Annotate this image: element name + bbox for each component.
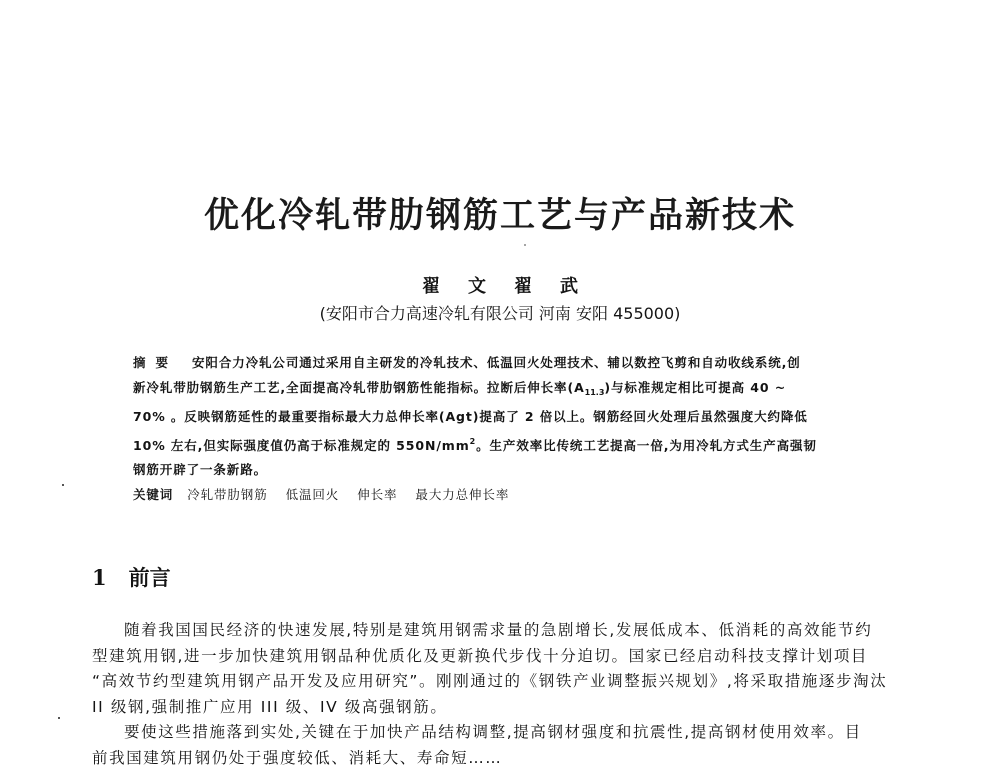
- keyword: 低温回火: [286, 487, 340, 502]
- keywords-label: 关键词: [133, 487, 173, 502]
- abstract-line-3: 70% 。反映钢筋延性的最重要指标最大力总伸长率(Agt)提高了 2 倍以上。钢筋经回火处理后虽然强度大约降低: [133, 405, 883, 430]
- body-line: 随着我国国民经济的快速发展,特别是建筑用钢需求量的急剧增长,发展低成本、低消耗的高效能节约: [92, 618, 912, 644]
- body-line: II 级钢,强制推广应用 III 级、IV 级高强钢筋。: [92, 695, 912, 721]
- body-line: 前我国建筑用钢仍处于强度较低、消耗大、寿命短……: [92, 746, 912, 771]
- abstract-label: 摘要: [133, 355, 178, 370]
- body-line: “高效节约型建筑用钢产品开发及应用研究”。刚刚通过的《钢铁产业调整振兴规划》,将采取措施逐步淘汰: [92, 669, 912, 695]
- affiliation: (安阳市合力高速冷轧有限公司 河南 安阳 455000): [0, 301, 1000, 324]
- author-char: 武: [560, 276, 578, 297]
- abstract-line-1: 摘要 安阳合力冷轧公司通过采用自主研发的冷轧技术、低温回火处理技术、辅以数控飞剪和自动收线系统,创: [133, 351, 883, 376]
- abstract-line-5: 钢筋开辟了一条新路。: [133, 458, 883, 483]
- section-number: 1: [92, 565, 107, 590]
- abstract-line-2: 新冷轧带肋钢筋生产工艺,全面提高冷轧带肋钢筋性能指标。拉断后伸长率$(A_{11.3})$与标准规定相比可提高 40 ~: [133, 376, 883, 406]
- body-line: 型建筑用钢,进一步加快建筑用钢品种优质化及更新换代步伐十分迫切。国家已经启动科技支撑计划项目: [92, 644, 912, 670]
- author-char: 翟: [514, 276, 532, 297]
- abstract-line-4: 10% 左右,但实际强度值仍高于标准规定的 $550N/mm^2$。生产效率比传统工艺提高一倍,为用冷轧方式生产高强韧: [133, 430, 883, 459]
- abstract: [133, 351, 883, 507]
- authors: [0, 272, 1000, 298]
- paper-title: 优化冷轧带肋钢筋工艺与产品新技术: [0, 188, 1000, 238]
- scan-speck: [62, 484, 64, 486]
- keyword: 冷轧带肋钢筋: [187, 487, 267, 502]
- section-body: [92, 618, 912, 771]
- keyword: 最大力总伸长率: [415, 487, 509, 502]
- author-char: 翟: [422, 276, 440, 297]
- keywords: [133, 483, 883, 508]
- section-title: 前言: [129, 566, 171, 590]
- section-heading: [92, 562, 171, 592]
- body-line: 要使这些措施落到实处,关键在于加快产品结构调整,提高钢材强度和抗震性,提高钢材使用效率。目: [92, 720, 912, 746]
- keyword: 伸长率: [357, 487, 397, 502]
- scan-speck: [58, 717, 60, 719]
- stray-dot: [524, 244, 526, 246]
- author-char: 文: [468, 276, 486, 297]
